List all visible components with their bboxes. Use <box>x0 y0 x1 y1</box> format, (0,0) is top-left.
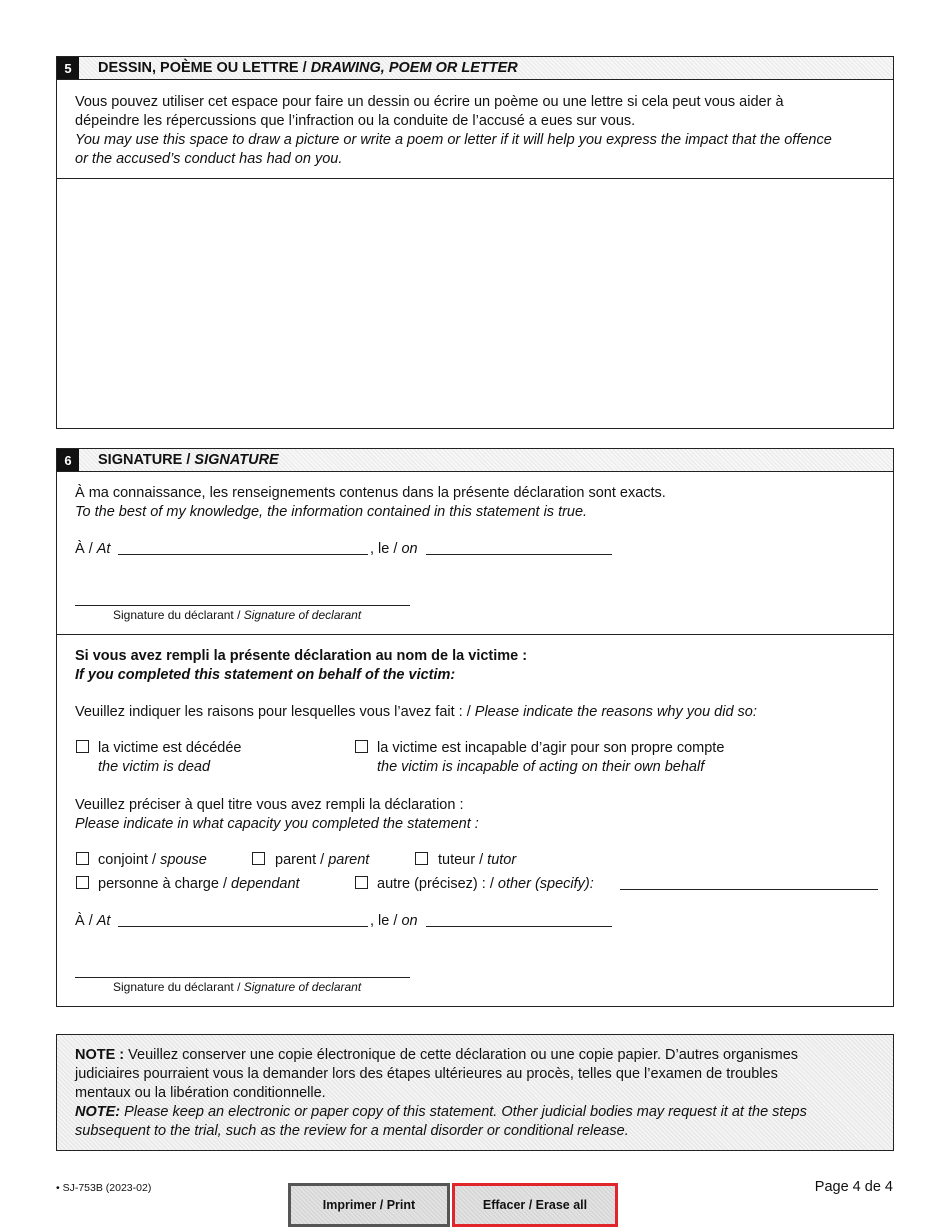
form-code: • SJ-753B (2023-02) <box>56 1182 152 1194</box>
on-label-1: , le / on <box>370 541 418 557</box>
other-specify-field[interactable] <box>620 889 878 890</box>
parent-label: parent / parent <box>275 852 370 868</box>
spouse-checkbox[interactable] <box>76 852 89 865</box>
on-field-1[interactable] <box>426 554 612 555</box>
dependant-label: personne à charge / dependant <box>98 876 300 892</box>
declaration-statement: À ma connaissance, les renseignements contenus dans la présente déclaration sont exacts. To the best of my knowledge, the information contained in this statement is true. <box>75 485 666 520</box>
signature-caption-2: Signature du déclarant / Signature of declarant <box>113 980 362 994</box>
parent-checkbox[interactable] <box>252 852 265 865</box>
section-5-header <box>57 57 893 80</box>
on-label-2: , le / on <box>370 913 418 929</box>
at-field-2[interactable] <box>118 926 368 927</box>
behalf-heading: Si vous avez rempli la présente déclaration au nom de la victime : If you completed this statement on behalf of the victim: <box>75 648 528 683</box>
section-5-box <box>56 56 894 429</box>
section-6-title: SIGNATURE / SIGNATURE <box>98 452 279 468</box>
drawing-area[interactable] <box>57 179 893 428</box>
section-5-title: DESSIN, POÈME OU LETTRE / DRAWING, POEM OR LETTER <box>98 60 518 76</box>
tutor-label: tuteur / tutor <box>438 852 517 868</box>
victim-dead-checkbox[interactable] <box>76 740 89 753</box>
reasons-prompt: Veuillez indiquer les raisons pour lesquelles vous l’avez fait : / Please indicate the reasons why you did so: <box>75 704 757 720</box>
signature-caption-1: Signature du déclarant / Signature of declarant <box>113 608 362 622</box>
at-field-1[interactable] <box>118 554 368 555</box>
page-number: Page 4 de 4 <box>814 1179 893 1195</box>
section-6-box <box>56 448 894 1007</box>
section-6-header <box>57 449 893 472</box>
note-text: NOTE : Veuillez conserver une copie électronique de cette déclaration ou une copie papier. D’autres organismes judiciaires pourraient vous la demander lors des étapes ultérieures au procès, telles que l’examen de troubles mentaux ou la libération conditionnelle. NOTE: Please keep an electronic or paper copy of this statement. Other judicial bodies may request it at the steps subsequent to the trial, such as the review for a mental disorder or conditional release. <box>75 1047 807 1139</box>
spouse-label: conjoint / spouse <box>98 852 207 868</box>
print-button[interactable]: Imprimer / Print <box>288 1183 450 1227</box>
victim-dead-label: la victime est décédée the victim is dead <box>98 740 242 775</box>
section-6-number: 6 <box>57 449 79 471</box>
victim-incapable-checkbox[interactable] <box>355 740 368 753</box>
section-5-instructions: Vous pouvez utiliser cet espace pour faire un dessin ou écrire un poème ou une lettre si cela peut vous aider à dépeindre les répercussions que l’infraction ou la conduite de l’accusé a eues sur vous. You may use this space to draw a picture or write a poem or letter if it will help you express the impact that the offence or the accused’s conduct has had on you. <box>75 94 832 167</box>
on-field-2[interactable] <box>426 926 612 927</box>
tutor-checkbox[interactable] <box>415 852 428 865</box>
dependant-checkbox[interactable] <box>76 876 89 889</box>
capacity-prompt: Veuillez préciser à quel titre vous avez rempli la déclaration : Please indicate in what capacity you completed the statement : <box>75 797 479 832</box>
at-label-2: À / At <box>75 913 111 929</box>
at-label-1: À / At <box>75 541 111 557</box>
victim-incapable-label: la victime est incapable d’agir pour son propre compte the victim is incapable of acting on their own behalf <box>377 740 725 775</box>
other-checkbox[interactable] <box>355 876 368 889</box>
signature-field-1[interactable] <box>75 605 410 606</box>
erase-all-button[interactable]: Effacer / Erase all <box>452 1183 618 1227</box>
section-6-divider <box>57 634 893 635</box>
section-5-number: 5 <box>57 57 79 79</box>
other-label: autre (précisez) : / other (specify): <box>377 876 594 892</box>
signature-field-2[interactable] <box>75 977 410 978</box>
note-box <box>56 1034 894 1151</box>
